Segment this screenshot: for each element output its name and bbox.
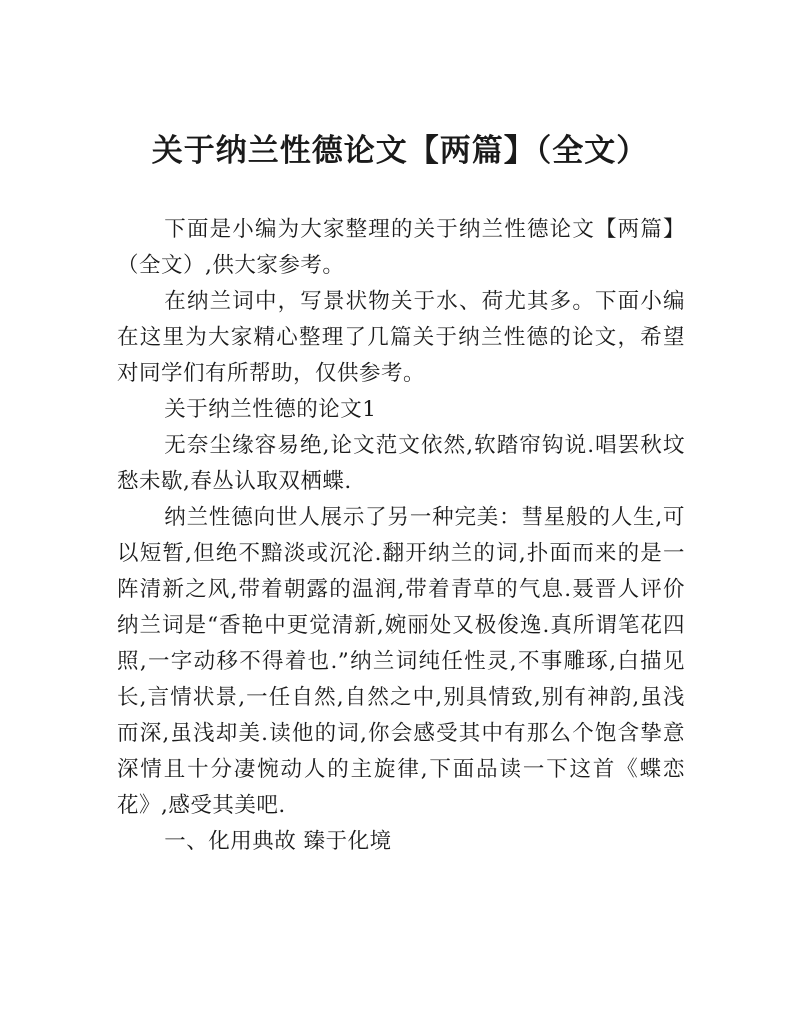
- context-paragraph: 在纳兰词中，写景状物关于水、荷尤其多。下面小编在这里为大家精心整理了几篇关于纳兰性德的论文，希望对同学们有所帮助，仅供参考。: [117, 289, 685, 386]
- document-body: [117, 212, 685, 860]
- subsection-heading: 一、化用典故 臻于化境: [164, 829, 392, 854]
- analysis-paragraph: 纳兰性德向世人展示了另一种完美：彗星般的人生,可以短暂,但绝不黯淡或沉沦.翻开纳兰的词,扑面而来的是一阵清新之风,带着朝露的温润,带着青草的气息.聂晋人评价纳兰词是“香艳中更觉清新,婉丽处又极俊逸.真所谓笔花四照,一字动移不得着也.”纳兰词纯任性灵,不事雕琢,白描见长,言情状景,一任自然,自然之中,别具情致,别有神韵,虽浅而深,虽浅却美.读他的词,你会感受其中有那么个饱含挚意深情且十分凄惋动人的主旋律,下面品读一下这首《蝶恋花》,感受其美吧.: [117, 505, 685, 818]
- poem-paragraph: 无奈尘缘容易绝,论文范文依然,软踏帘钩说.唱罢秋坟愁未歇,春丛认取双栖蝶.: [117, 433, 685, 494]
- intro-paragraph: 下面是小编为大家整理的关于纳兰性德论文【两篇】（全文）,供大家参考。: [117, 217, 685, 278]
- section-heading: 关于纳兰性德的论文1: [164, 397, 377, 422]
- document-title: 关于纳兰性德论文【两篇】（全文）: [151, 133, 649, 169]
